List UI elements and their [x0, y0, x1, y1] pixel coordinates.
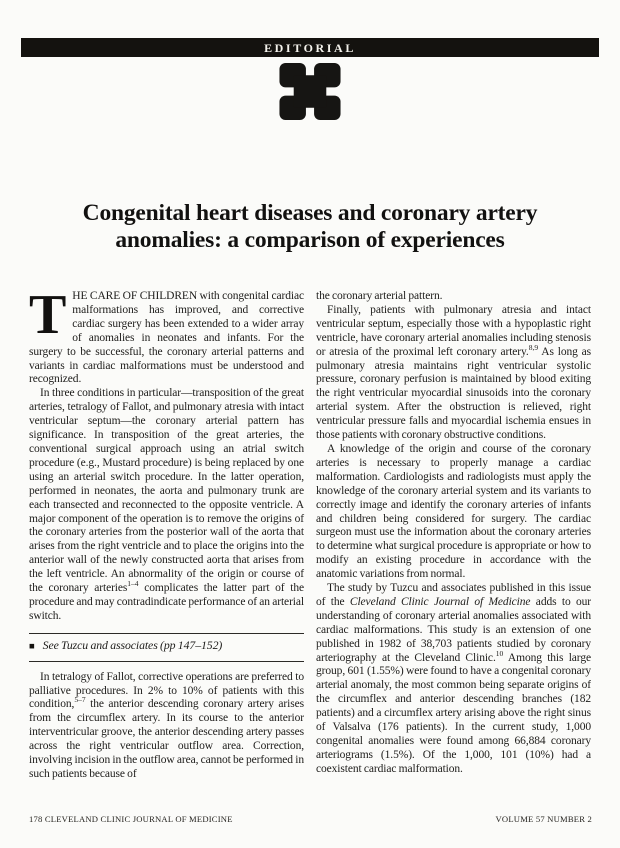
- paragraph: [316, 443, 591, 582]
- text-run: In three conditions in particular—transposition of the great arteries, tetralogy of Fallot, and pulmonary atresia with intact ventricular septum—the coronary arterial pattern has significance. In transposition of the great arteries, the conventional surgical approach using an atrial switch procedure (e.g., Mustard procedure) is being replaced by one using an arterial switch procedure. In the latter operation, performed in neonates, the aorta and pulmonary trunk are each transected and reconnected to the opposite ventricle. A major component of the operation is to remove the origins of the coronary arteries from the posterior wall of the aorta that arises from the right ventricle and to place the origins into the anterior wall of the newly constructed aorta that arises from the left ventricle. An abnormality of the origin or course of the coronary arteries: [29, 387, 304, 595]
- paragraph: [316, 304, 591, 443]
- paragraph: [316, 290, 591, 304]
- text-run: Among this large group, 601 (1.55%) were found to have a congenital coronary arterial anomaly, the most common being separate origins of the circumflex and anterior descending branches (182 patients) and a circumflex artery arising above the right sinus of Valsalva (176 patients). In the current study, 1,000 congenital anomalies were found among 66,884 coronary arteriograms (1.5%). Of the 1,000, 101 (10%) had a coexistent cardiac malformation.: [316, 651, 591, 775]
- reference-superscript: 10: [495, 648, 504, 658]
- paragraph: [29, 671, 304, 782]
- cross-block-logo-icon: [279, 63, 341, 120]
- text-run: In tetralogy of Fallot, corrective operations are preferred to palliative procedures. In 2% to 10% of patients with this condition,: [29, 670, 304, 711]
- footer-page-journal: 178 CLEVELAND CLINIC JOURNAL OF MEDICINE: [29, 814, 233, 824]
- paragraph: [29, 290, 304, 387]
- text-run: the coronary arterial pattern.: [316, 290, 443, 302]
- text-run: complicates the latter part of the procedure and may contradindicate performance of an arterial switch.: [29, 582, 304, 622]
- paragraph: [316, 582, 591, 777]
- page-footer: [29, 814, 592, 824]
- reference-superscript: 5–7: [74, 695, 86, 705]
- footer-volume-number: VOLUME 57 NUMBER 2: [495, 814, 592, 824]
- text-run: A knowledge of the origin and course of the coronary arteries is necessary to properly manage a cardiac malformation. Cardiologists and radiologists must apply the knowledge of the coronary arterial system and its variants to correctly image and identify the coronary arteries of infants and children being considered for surgery. The cardiac surgeon must use the information about the coronary arteries to determine what surgical procedure is appropriate or how to modify an existing procedure in accordance with the anatomic variations from normal.: [316, 442, 591, 581]
- text-run: HE CARE OF CHILDREN with congenital cardiac malformations has improved, and corrective cardiac surgery has been extended to a wider array of anomalies in neonates and infants. For the surgery to be successful, the coronary arterial patterns and variants in cardiac malformations must be understood and recognized.: [29, 290, 304, 386]
- text-run: Cleveland Clinic Journal of Medicine: [349, 595, 531, 608]
- square-bullet-icon: ■: [29, 641, 35, 652]
- text-run: The study by Tuzcu and associates published in this issue of the: [316, 582, 591, 608]
- section-banner: [21, 38, 599, 57]
- article-title-line2: anomalies: a comparison of experiences: [115, 227, 505, 253]
- journal-logo-icon: [279, 63, 341, 120]
- article-title-line1: Congenital heart diseases and coronary artery: [82, 200, 538, 226]
- reference-superscript: 1–4: [127, 579, 139, 589]
- paragraph: [29, 387, 304, 623]
- text-run: As long as pulmonary atresia maintains right ventricular systolic pressure, coronary perfusion is maintained by blood exiting the right ventricular myocardial sinusoids into the coronary arterial system. After the obstruction is relieved, right ventricular pressure falls and myocardial ischemia ensues in those patients with coronary obstructive conditions.: [316, 345, 591, 442]
- reference-superscript: 8,9: [528, 342, 539, 352]
- see-also-text: See Tuzcu and associates (pp 147–152): [42, 637, 223, 652]
- column-right: [316, 290, 591, 814]
- text-run: adds to our understanding of coronary arterial anomalies associated with cardiac malformations. This study is an extension of one published in 1982 of 38,703 patients studied by coronary arteriography at the Cleveland Clinic.: [316, 595, 591, 664]
- article-title: [20, 200, 600, 254]
- drop-cap: T: [29, 290, 67, 346]
- text-run: Finally, patients with pulmonary atresia and intact ventricular septum, especially those with a hypoplastic right ventricle, have coronary arterial anomalies including stenosis or atresia of the proximal left coronary artery.: [316, 303, 591, 358]
- section-banner-label: EDITORIAL: [264, 41, 356, 55]
- article-body: [29, 290, 591, 814]
- text-run: the anterior descending coronary artery arises from the circumflex artery. In its course to the anterior interventricular groove, the anterior descending artery passes across the right ventricular outflow area. Correction, involving incision in the outflow area, cannot be performed in such patients because of: [29, 698, 304, 780]
- column-left: [29, 290, 304, 814]
- see-also-callout: [29, 633, 304, 662]
